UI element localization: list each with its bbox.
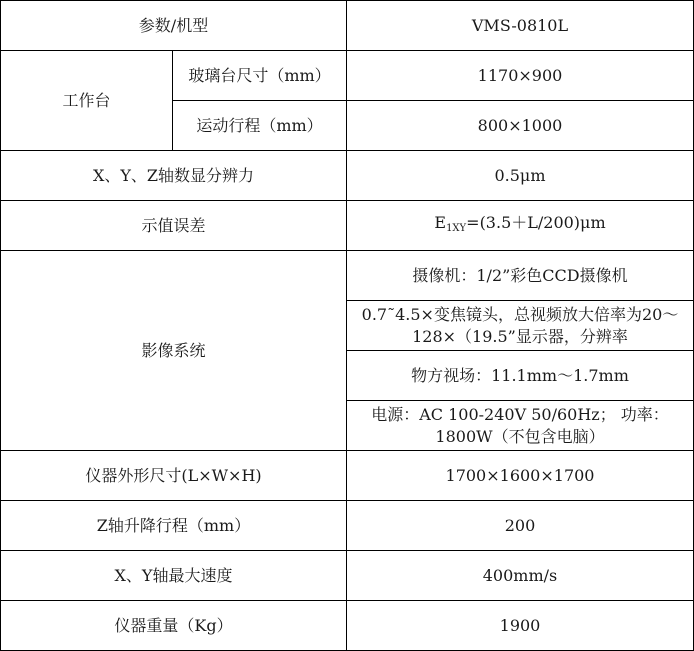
imaging-label: 影像系统	[1, 251, 347, 451]
z-travel-value: 200	[347, 501, 694, 551]
imaging-lens: 0.7˜4.5×变焦镜头，总视频放大倍率为20～128×（19.5”显示器，分辨率	[347, 301, 694, 351]
travel-value: 800×1000	[347, 101, 694, 151]
dimensions-value: 1700×1600×1700	[347, 451, 694, 501]
z-travel-label: Z轴升降行程（mm）	[1, 501, 347, 551]
table-row	[1, 451, 694, 501]
error-label: 示值误差	[1, 201, 347, 251]
weight-value: 1900	[347, 601, 694, 651]
error-subscript: 1XY	[446, 222, 467, 234]
imaging-fov: 物方视场：11.1mm～1.7mm	[347, 351, 694, 401]
glass-size-value: 1170×900	[347, 51, 694, 101]
resolution-value: 0.5μm	[347, 151, 694, 201]
model-label: 参数/机型	[1, 1, 347, 51]
error-value	[347, 201, 694, 251]
travel-label: 运动行程（mm）	[173, 101, 347, 151]
table-row	[1, 251, 694, 301]
worktable-label: 工作台	[1, 51, 173, 151]
model-value: VMS-0810L	[347, 1, 694, 51]
dimensions-label: 仪器外形尺寸(L×W×H)	[1, 451, 347, 501]
error-formula: =(3.5＋L/200)μm	[466, 212, 606, 232]
table-row	[1, 201, 694, 251]
max-speed-value: 400mm/s	[347, 551, 694, 601]
table-row	[1, 501, 694, 551]
weight-label: 仪器重量（Kg）	[1, 601, 347, 651]
max-speed-label: X、Y轴最大速度	[1, 551, 347, 601]
resolution-label: X、Y、Z轴数显分辨力	[1, 151, 347, 201]
table-row	[1, 51, 694, 101]
table-row	[1, 1, 694, 51]
glass-size-label: 玻璃台尺寸（mm）	[173, 51, 347, 101]
imaging-power: 电源：AC 100-240V 50/60Hz； 功率：1800W（不包含电脑）	[347, 401, 694, 451]
table-row	[1, 601, 694, 651]
error-symbol: E	[434, 212, 447, 232]
imaging-camera: 摄像机：1/2”彩色CCD摄像机	[347, 251, 694, 301]
table-row	[1, 151, 694, 201]
table-row	[1, 551, 694, 601]
